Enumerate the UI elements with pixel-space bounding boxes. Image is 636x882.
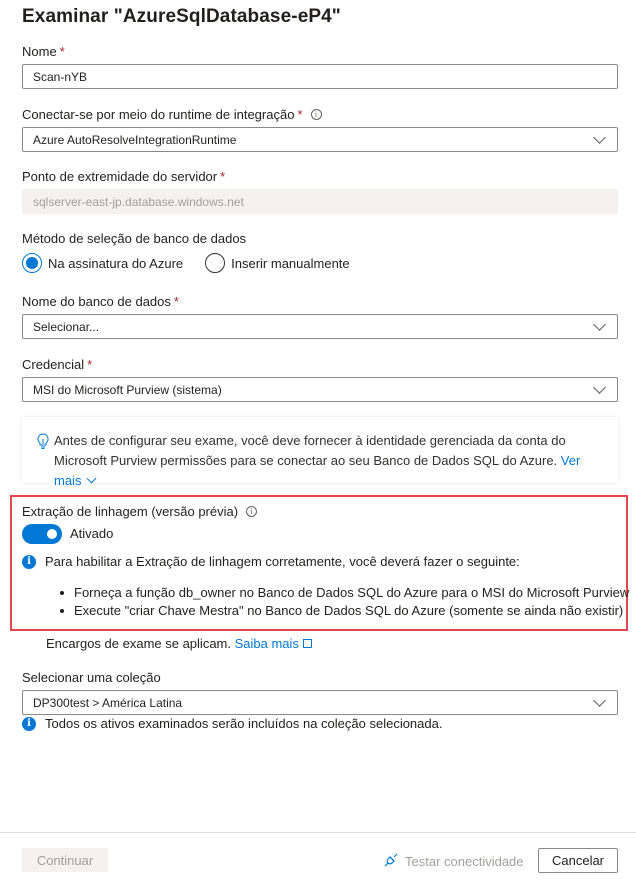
credential-label: Credencial *: [22, 357, 93, 372]
plug-icon: [383, 852, 399, 871]
chevron-down-icon: [593, 131, 606, 144]
collection-dropdown[interactable]: DP300test > América Latina: [22, 690, 618, 715]
list-item: Execute "criar Chave Mestra" no Banco de Dados SQL do Azure (somente se ainda não existir): [60, 602, 629, 620]
chevron-down-icon: [593, 381, 606, 394]
info-icon[interactable]: i: [311, 109, 322, 120]
cancel-button[interactable]: Cancelar: [538, 848, 618, 873]
runtime-dropdown[interactable]: Azure AutoResolveIntegrationRuntime: [22, 127, 618, 152]
radio-unselected-icon[interactable]: [205, 253, 225, 273]
method-label: Método de seleção de banco de dados: [22, 231, 247, 246]
endpoint-label: Ponto de extremidade do servidor *: [22, 169, 226, 184]
page-title: Examinar "AzureSqlDatabase-eP4": [22, 6, 341, 27]
lineage-toggle[interactable]: [22, 524, 62, 544]
continue-button[interactable]: Continuar: [22, 848, 108, 872]
database-label: Nome do banco de dados *: [22, 294, 179, 309]
credential-dropdown[interactable]: MSI do Microsoft Purview (sistema): [22, 377, 618, 402]
chevron-down-icon: [593, 694, 606, 707]
radio-azure-subscription[interactable]: Na assinatura do Azure: [22, 253, 183, 273]
list-item: Forneça a função db_owner no Banco de Dados SQL do Azure para o MSI do Microsoft Purview: [60, 584, 629, 602]
permissions-notice: Antes de configurar seu exame, você deve fornecer à identidade gerenciada da conta do Microsoft Purview permissões para se conectar ao seu Banco de Dados SQL do Azure. Ver mais: [22, 417, 618, 483]
lineage-requirements-list: [60, 584, 629, 620]
name-label: Nome *: [22, 44, 65, 59]
external-link-icon: [303, 639, 312, 648]
footer-divider: [0, 832, 636, 833]
radio-manual[interactable]: Inserir manualmente: [205, 253, 350, 273]
lineage-label: Extração de linhagem (versão prévia) i: [22, 504, 257, 519]
radio-selected-icon[interactable]: [22, 253, 42, 273]
lineage-info-message: i Para habilitar a Extração de linhagem corretamente, você deverá fazer o seguinte:: [22, 554, 520, 569]
method-radio-group: [22, 253, 372, 273]
test-connection-button[interactable]: Testar conectividade: [383, 852, 524, 871]
learn-more-link[interactable]: Saiba mais: [235, 636, 312, 651]
info-icon[interactable]: i: [246, 506, 257, 517]
endpoint-input: sqlserver-east-jp.database.windows.net: [22, 189, 618, 214]
chevron-down-icon: [87, 474, 97, 484]
charges-notice: Encargos de exame se aplicam. Saiba mais: [46, 636, 312, 651]
name-input[interactable]: Scan-nYB: [22, 64, 618, 89]
chevron-down-icon: [593, 318, 606, 331]
toggle-state-label: Ativado: [70, 526, 114, 541]
database-dropdown[interactable]: Selecionar...: [22, 314, 618, 339]
info-filled-icon: i: [22, 555, 36, 569]
collection-info-message: i Todos os ativos examinados serão incluídos na coleção selecionada.: [22, 716, 442, 731]
see-more-link[interactable]: Ver mais: [54, 453, 581, 488]
info-filled-icon: i: [22, 717, 36, 731]
lightbulb-icon: [36, 433, 54, 483]
collection-label: Selecionar uma coleção: [22, 670, 161, 685]
runtime-label: Conectar-se por meio do runtime de integração * i: [22, 107, 322, 122]
